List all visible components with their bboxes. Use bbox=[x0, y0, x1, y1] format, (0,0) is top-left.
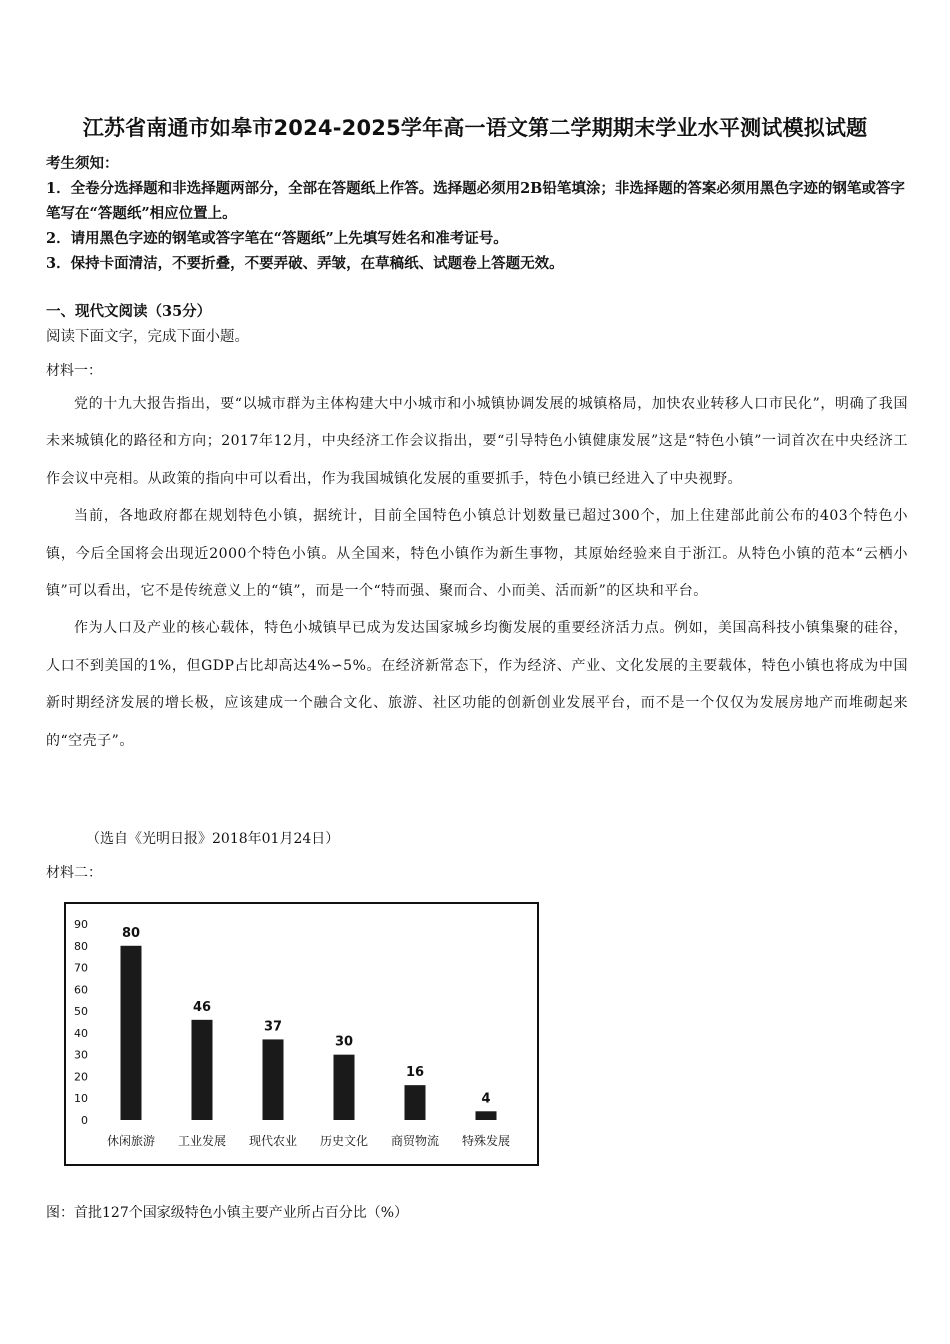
notice-item-1: 1．全卷分选择题和非选择题两部分，全部在答题纸上作答。选择题必须用2B铅笔填涂；非选择题的答案必须用黑色字迹的钢笔或答字笔写在“答题纸”相应位置上。 bbox=[46, 180, 905, 222]
data-label: 4 bbox=[481, 1091, 491, 1107]
notice-list bbox=[46, 176, 906, 276]
y-tick-label: 90 bbox=[74, 918, 88, 931]
y-tick-label: 10 bbox=[74, 1092, 88, 1106]
notice-item-3: 3．保持卡面清洁，不要折叠，不要弄破、弄皱，在草稿纸、试题卷上答题无效。 bbox=[46, 255, 564, 272]
section-instruction: 阅读下面文字，完成下面小题。 bbox=[46, 329, 249, 345]
paragraph-1: 党的十九大报告指出，要“以城市群为主体构建大中小城市和小城镇协调发展的城镇格局，加快农业转移人口市民化”，明确了我国未来城镇化的路径和方向；2017年12月，中央经济工作会议指出，要“引导特色小镇健康发展”这是“特色小镇”一词首次在中央经济工作会议中亮相。从政策的指向中可以看出，作为我国城镇化发展的重要抓手，特色小镇已经进入了中央视野。 bbox=[46, 396, 908, 487]
data-label: 30 bbox=[334, 1034, 354, 1050]
data-label: 46 bbox=[192, 999, 212, 1015]
paragraph-3: 作为人口及产业的核心载体，特色小城镇早已成为发达国家城乡均衡发展的重要经济活力点。例如，美国高科技小镇集聚的硅谷，人口不到美国的1%，但GDP占比却高达4%∽5%。在经济新常态下，作为经济、产业、文化发展的主要载体，特色小镇也将成为中国新时期经济发展的增长极，应该建成一个融合文化、旅游、社区功能的创新创业发展平台，而不是一个仅仅为发展房地产而堆砌起来的“空壳子”。 bbox=[46, 620, 908, 749]
bar bbox=[405, 1085, 426, 1120]
x-tick-label: 商贸物流 bbox=[390, 1134, 440, 1148]
notice-item-2: 2．请用黑色字迹的钢笔或答字笔在“答题纸”上先填写姓名和准考证号。 bbox=[46, 230, 508, 247]
x-tick-label: 特殊发展 bbox=[461, 1134, 511, 1148]
figure-caption: 图：首批127个国家级特色小镇主要产业所占百分比（%） bbox=[46, 1205, 409, 1221]
industry-bar-chart bbox=[64, 902, 539, 1166]
material-one-text bbox=[46, 386, 908, 760]
bar bbox=[263, 1039, 284, 1120]
y-tick-label: 80 bbox=[74, 939, 88, 953]
bar bbox=[476, 1111, 497, 1120]
page-title: 江苏省南通市如皋市2024-2025学年高一语文第二学期期末学业水平测试模拟试题 bbox=[82, 116, 868, 140]
y-tick-label: 30 bbox=[74, 1048, 88, 1062]
y-tick-label: 50 bbox=[74, 1005, 88, 1019]
y-tick-label: 60 bbox=[74, 983, 88, 997]
bar bbox=[334, 1055, 355, 1120]
x-tick-label: 休闲旅游 bbox=[106, 1134, 156, 1148]
data-label: 37 bbox=[263, 1019, 283, 1035]
material-one-label: 材料一： bbox=[46, 363, 102, 379]
x-tick-label: 历史文化 bbox=[319, 1134, 369, 1148]
y-tick-label: 0 bbox=[81, 1114, 88, 1127]
section-heading: 一、现代文阅读（35分） bbox=[46, 303, 212, 320]
x-tick-label: 工业发展 bbox=[177, 1134, 227, 1148]
bar bbox=[121, 946, 142, 1120]
notice-heading: 考生须知： bbox=[46, 155, 119, 172]
y-tick-label: 20 bbox=[74, 1070, 88, 1084]
material-two-label: 材料二： bbox=[46, 865, 102, 881]
paragraph-2: 当前，各地政府都在规划特色小镇，据统计，目前全国特色小镇总计划数量已超过300个，加上住建部此前公布的403个特色小镇，今后全国将会出现近2000个特色小镇。从全国来，特色小镇作为新生事物，其原始经验来自于浙江。从特色小镇的范本“云栖小镇”可以看出，它不是传统意义上的“镇”，而是一个“特而强、聚而合、小而美、活而新”的区块和平台。 bbox=[46, 508, 908, 600]
source-citation: （选自《光明日报》2018年01月24日） bbox=[86, 831, 340, 847]
x-tick-label: 现代农业 bbox=[248, 1134, 298, 1148]
bar bbox=[192, 1020, 213, 1120]
y-tick-label: 40 bbox=[74, 1026, 88, 1040]
y-tick-label: 70 bbox=[74, 961, 88, 975]
data-label: 16 bbox=[405, 1065, 425, 1081]
data-label: 80 bbox=[121, 925, 141, 941]
